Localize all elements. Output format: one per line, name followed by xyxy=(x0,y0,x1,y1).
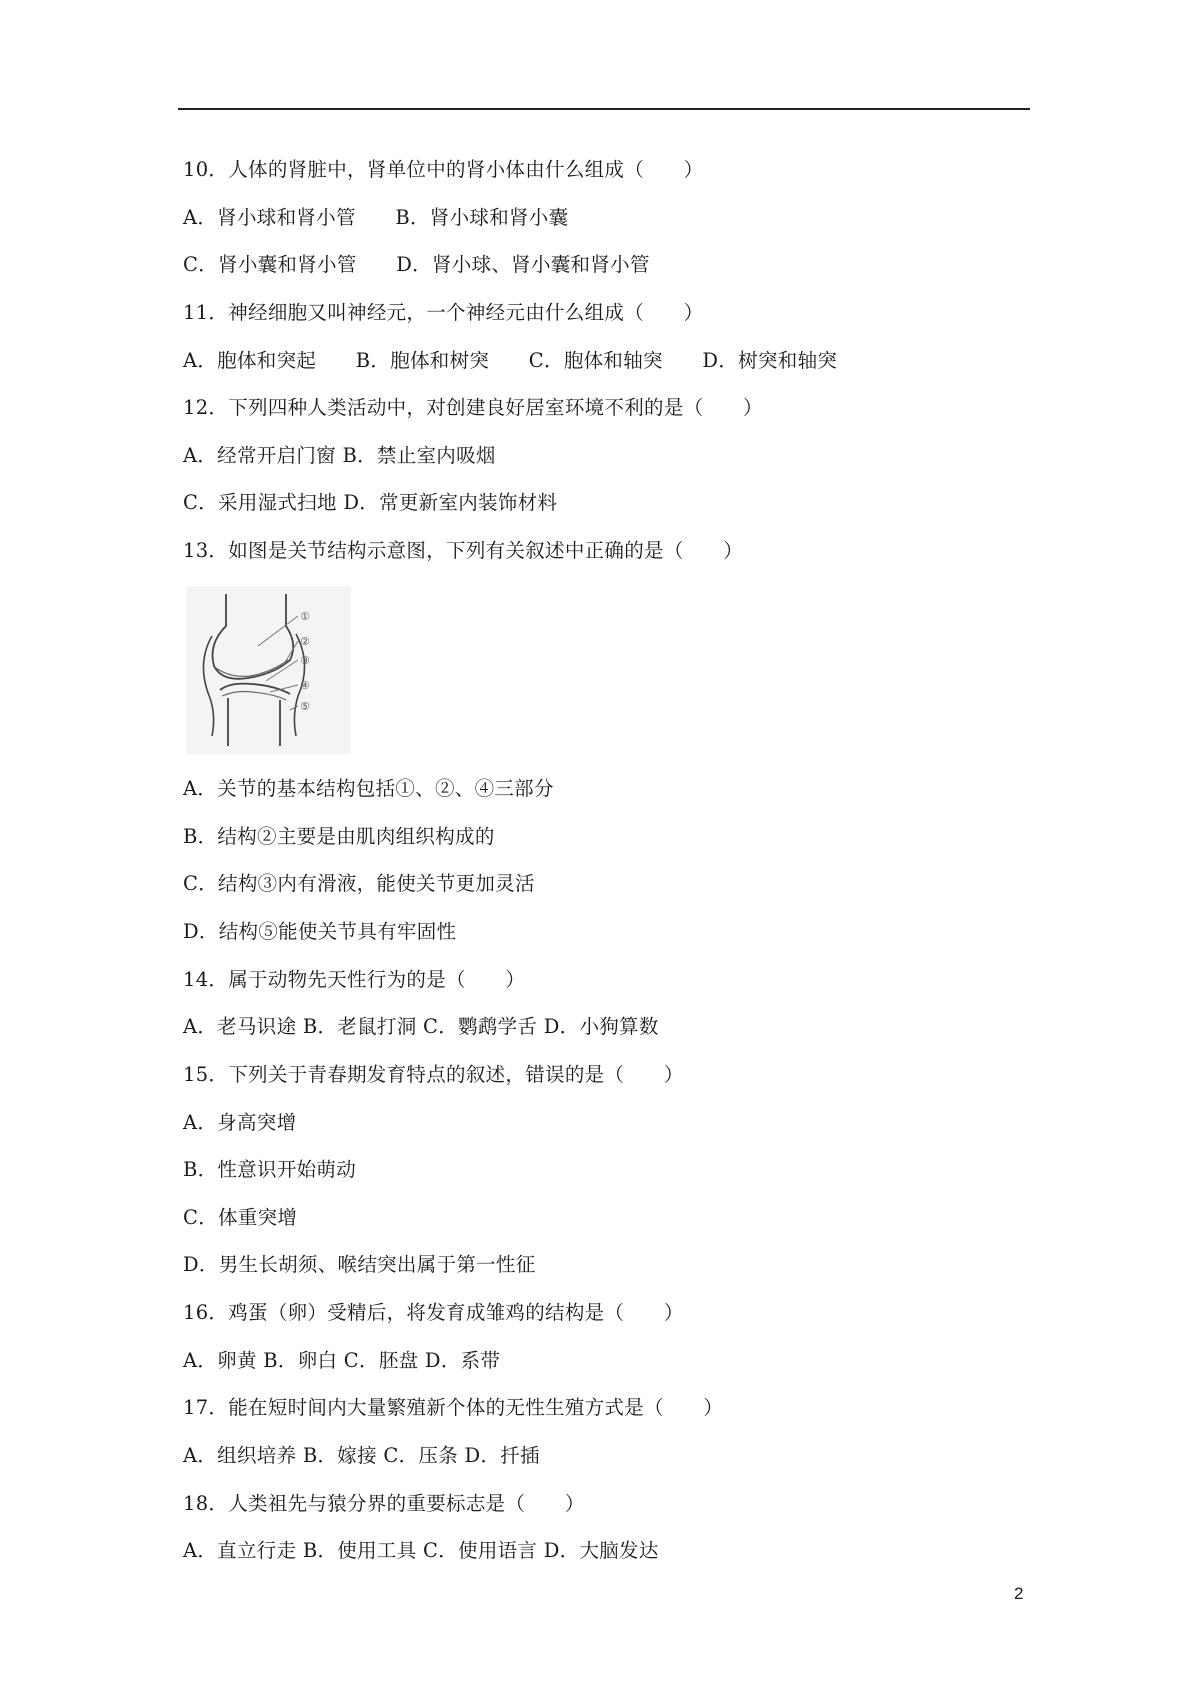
question-14-stem: 14．属于动物先天性行为的是（ ） xyxy=(183,968,526,991)
question-16-options-1: A．卵黄 B．卵白 C．胚盘 D．系带 xyxy=(183,1349,501,1372)
question-12-options-2: C．采用湿式扫地 D．常更新室内装饰材料 xyxy=(183,491,558,514)
question-15-option-b: B．性意识开始萌动 xyxy=(183,1158,357,1181)
question-15-option-d: D．男生长胡须、喉结突出属于第一性征 xyxy=(183,1253,536,1276)
figure-label-5: ⑤ xyxy=(300,700,310,713)
question-13-stem: 13．如图是关节结构示意图，下列有关叙述中正确的是（ ） xyxy=(183,539,744,562)
question-16-stem: 16．鸡蛋（卵）受精后，将发育成雏鸡的结构是（ ） xyxy=(183,1301,684,1324)
question-10-stem: 10．人体的肾脏中，肾单位中的肾小体由什么组成（ ） xyxy=(183,158,704,181)
question-17-stem: 17．能在短时间内大量繁殖新个体的无性生殖方式是（ ） xyxy=(183,1396,724,1419)
question-18-options-1: A．直立行走 B．使用工具 C．使用语言 D．大脑发达 xyxy=(183,1539,659,1562)
question-13-option-b: B．结构②主要是由肌肉组织构成的 xyxy=(183,825,495,848)
question-14-options-1: A．老马识途 B．老鼠打洞 C．鹦鹉学舌 D．小狗算数 xyxy=(183,1015,659,1038)
page-number: 2 xyxy=(1014,1584,1024,1603)
question-11-options-1: A．胞体和突起 B．胞体和树突 C．胞体和轴突 D．树突和轴突 xyxy=(183,349,838,372)
question-18-stem: 18．人类祖先与猿分界的重要标志是（ ） xyxy=(183,1492,585,1515)
question-13-option-c: C．结构③内有滑液，能使关节更加灵活 xyxy=(183,872,535,895)
header-rule xyxy=(178,108,1030,110)
question-10-options-2: C．肾小囊和肾小管 D．肾小球、肾小囊和肾小管 xyxy=(183,253,650,276)
question-15-stem: 15．下列关于青春期发育特点的叙述，错误的是（ ） xyxy=(183,1063,684,1086)
question-12-stem: 12．下列四种人类活动中，对创建良好居室环境不利的是（ ） xyxy=(183,396,763,419)
question-10-options-1: A．肾小球和肾小管 B．肾小球和肾小囊 xyxy=(183,206,569,229)
question-12-options-1: A．经常开启门窗 B．禁止室内吸烟 xyxy=(183,444,496,467)
question-11-stem: 11．神经细胞又叫神经元，一个神经元由什么组成（ ） xyxy=(183,301,704,324)
question-15-option-a: A．身高突增 xyxy=(183,1111,297,1134)
figure-label-1: ① xyxy=(300,610,310,623)
joint-diagram-svg xyxy=(186,586,351,754)
question-13-option-d: D．结构⑤能使关节具有牢固性 xyxy=(183,920,457,943)
question-13-option-a: A．关节的基本结构包括①、②、④三部分 xyxy=(183,777,554,800)
joint-structure-diagram xyxy=(186,586,351,754)
question-15-option-c: C．体重突增 xyxy=(183,1206,298,1229)
figure-label-4: ④ xyxy=(300,679,310,692)
figure-label-3: ③ xyxy=(300,654,310,667)
question-17-options-1: A．组织培养 B．嫁接 C．压条 D．扦插 xyxy=(183,1444,540,1467)
figure-label-2: ② xyxy=(300,635,310,648)
